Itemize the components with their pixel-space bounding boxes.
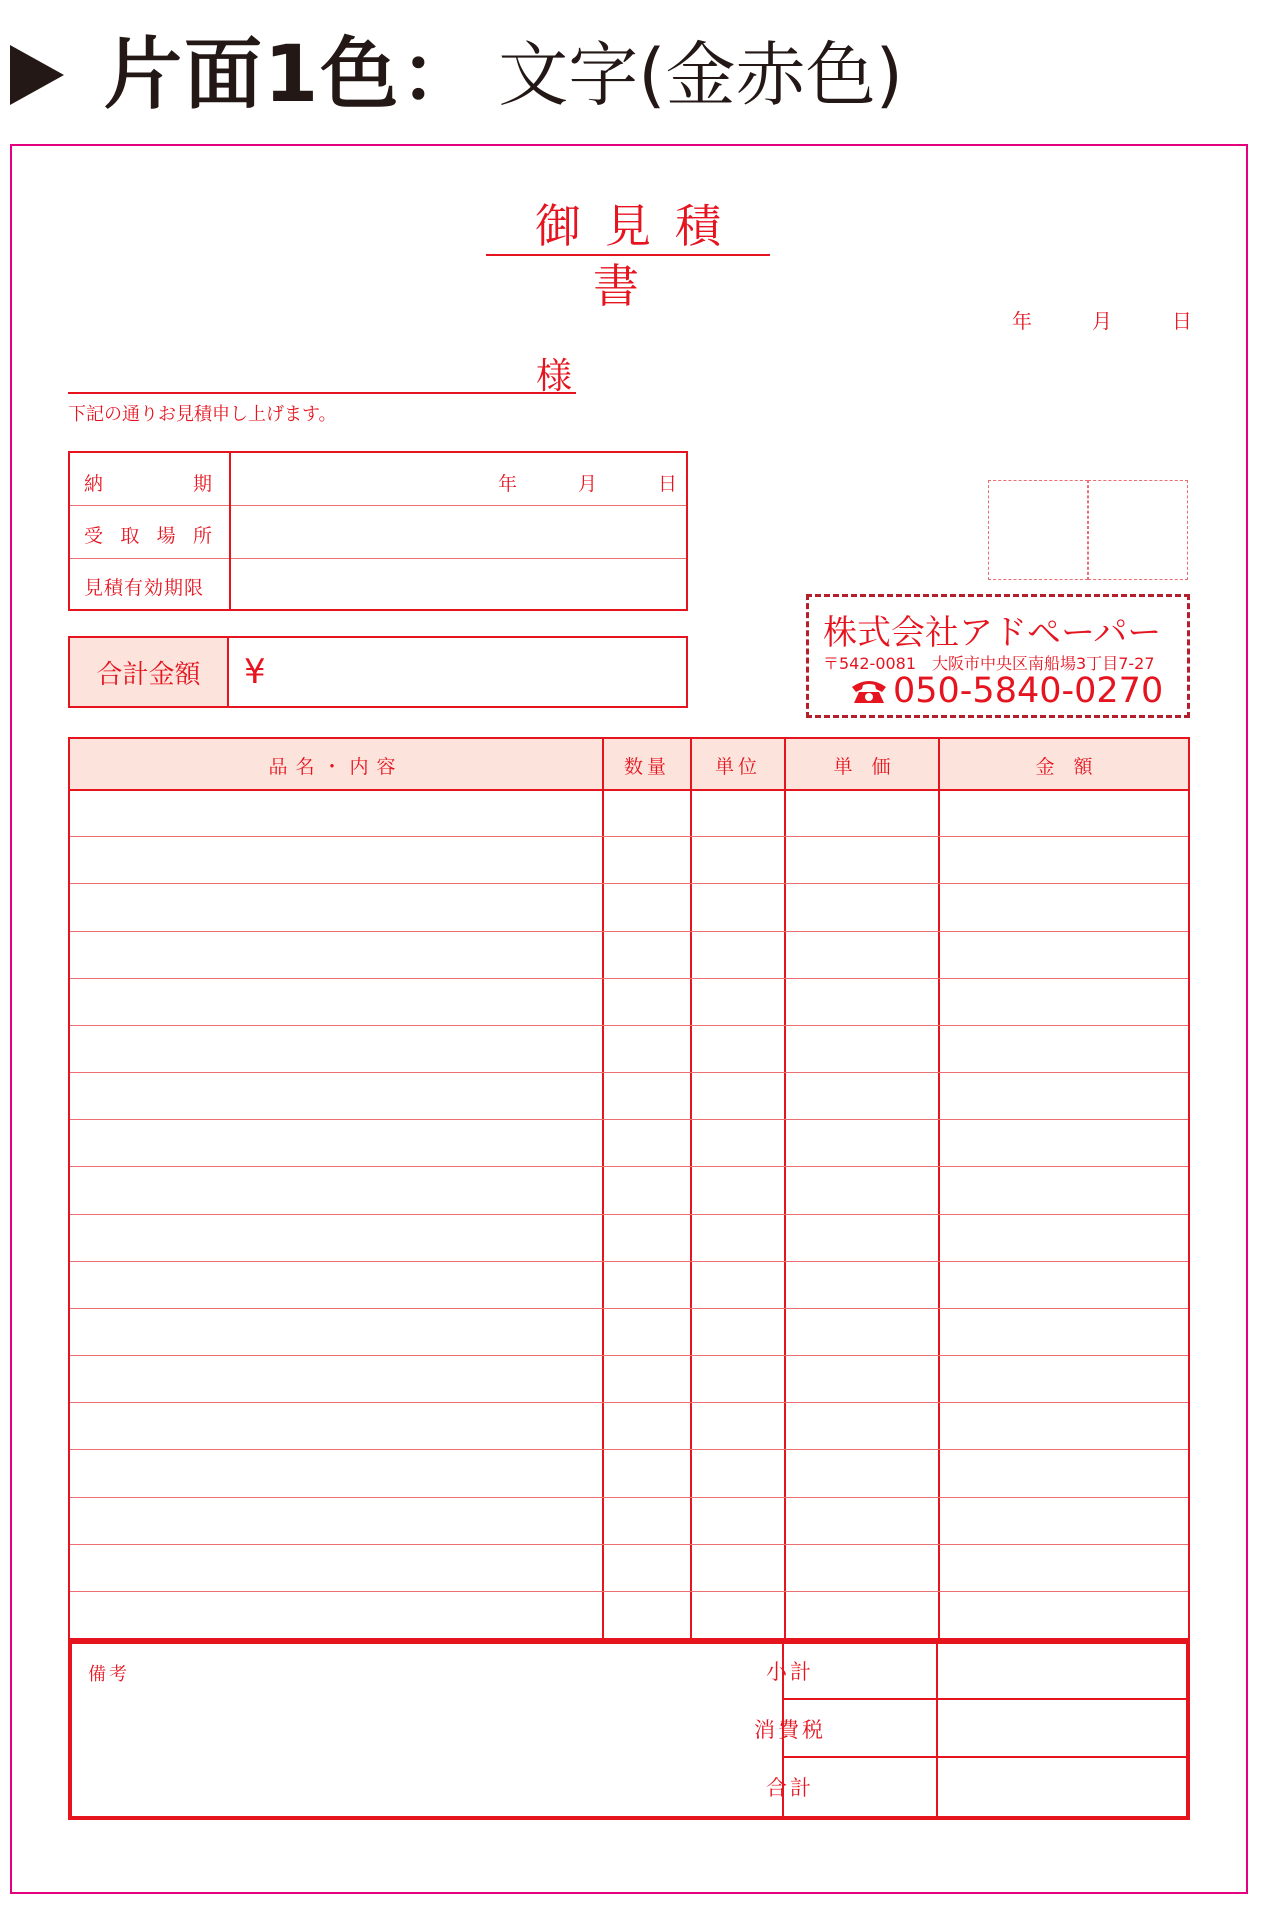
table-row bbox=[70, 1166, 1188, 1167]
column-divider bbox=[784, 739, 786, 1638]
delivery-year: 年 bbox=[498, 473, 518, 495]
place-label-char: 所 bbox=[192, 525, 212, 547]
summary-row-divider bbox=[782, 1698, 1186, 1700]
place-label-char: 受 bbox=[84, 525, 104, 547]
document-title: 御見積書 bbox=[535, 199, 745, 313]
summary-divider bbox=[936, 1644, 938, 1816]
table-row bbox=[70, 1308, 1188, 1309]
info-row-divider bbox=[70, 558, 686, 559]
total-amount-label: 合計金額 bbox=[70, 638, 229, 706]
customer-honorific: 様 bbox=[536, 356, 573, 397]
delivery-day: 日 bbox=[658, 473, 678, 495]
grand-total-label: 合計 bbox=[766, 1776, 814, 1800]
table-row bbox=[70, 1402, 1188, 1403]
items-table bbox=[68, 737, 1190, 1640]
table-row bbox=[70, 1497, 1188, 1498]
table-row bbox=[70, 931, 1188, 932]
play-triangle-icon bbox=[10, 45, 64, 105]
company-block bbox=[806, 594, 1190, 718]
receiving-place-label bbox=[84, 521, 212, 548]
summary-box bbox=[68, 1640, 1190, 1820]
remarks-label: 備考 bbox=[88, 1664, 130, 1685]
stamp-box bbox=[1088, 480, 1188, 580]
column-divider bbox=[602, 739, 604, 1638]
table-row bbox=[70, 883, 1188, 884]
delivery-date-label bbox=[84, 469, 212, 496]
items-table-header bbox=[70, 739, 1188, 791]
total-amount-box bbox=[68, 636, 688, 708]
table-row bbox=[70, 1025, 1188, 1026]
tax-label: 消費税 bbox=[754, 1718, 826, 1742]
table-row bbox=[70, 1449, 1188, 1450]
delivery-label-char: 納 bbox=[84, 473, 104, 495]
issue-date-day: 日 bbox=[1172, 309, 1192, 333]
issue-date-month: 月 bbox=[1092, 309, 1112, 333]
table-row bbox=[70, 1214, 1188, 1215]
yen-symbol: ¥ bbox=[244, 652, 266, 692]
header-bold-text: 片面1色： bbox=[104, 30, 481, 120]
title-underline bbox=[486, 254, 770, 256]
table-row bbox=[70, 836, 1188, 837]
info-row-divider bbox=[70, 505, 686, 506]
delivery-month: 月 bbox=[578, 473, 598, 495]
table-row bbox=[70, 1072, 1188, 1073]
column-divider bbox=[938, 739, 940, 1638]
place-label-char: 取 bbox=[120, 525, 140, 547]
table-row bbox=[70, 1119, 1188, 1120]
company-phone bbox=[849, 671, 1163, 711]
customer-name-field[interactable] bbox=[68, 392, 576, 394]
company-name: 株式会社アドペーパー bbox=[823, 613, 1162, 653]
column-header-unit: 単位 bbox=[714, 756, 761, 778]
phone-number: 050-5840-0270 bbox=[893, 671, 1164, 711]
validity-label: 見積有効期限 bbox=[84, 577, 205, 599]
column-header-unit-price: 単 価 bbox=[833, 756, 891, 778]
company-address: 〒542-0081 大阪市中央区南船場3丁目7-27 bbox=[823, 654, 1155, 673]
place-label-char: 場 bbox=[156, 525, 176, 547]
telephone-icon bbox=[849, 677, 889, 705]
table-row bbox=[70, 1355, 1188, 1356]
table-row bbox=[70, 1591, 1188, 1592]
table-row bbox=[70, 1261, 1188, 1262]
stamp-box bbox=[988, 480, 1088, 580]
column-header-quantity: 数量 bbox=[623, 756, 670, 778]
info-column-divider bbox=[229, 453, 231, 609]
delivery-label-char: 期 bbox=[192, 473, 212, 495]
column-header-amount: 金 額 bbox=[1035, 756, 1093, 778]
intro-text: 下記の通りお見積申し上げます。 bbox=[68, 404, 337, 425]
issue-date-year: 年 bbox=[1012, 309, 1032, 333]
table-row bbox=[70, 1544, 1188, 1545]
column-divider bbox=[690, 739, 692, 1638]
column-header-item: 品名・内容 bbox=[268, 756, 404, 778]
subtotal-label: 小計 bbox=[766, 1660, 814, 1684]
header-normal-text: 文字(金赤色) bbox=[498, 34, 903, 116]
page-header bbox=[10, 30, 903, 120]
table-row bbox=[70, 978, 1188, 979]
summary-row-divider bbox=[782, 1756, 1186, 1758]
delivery-info-box bbox=[68, 451, 688, 611]
